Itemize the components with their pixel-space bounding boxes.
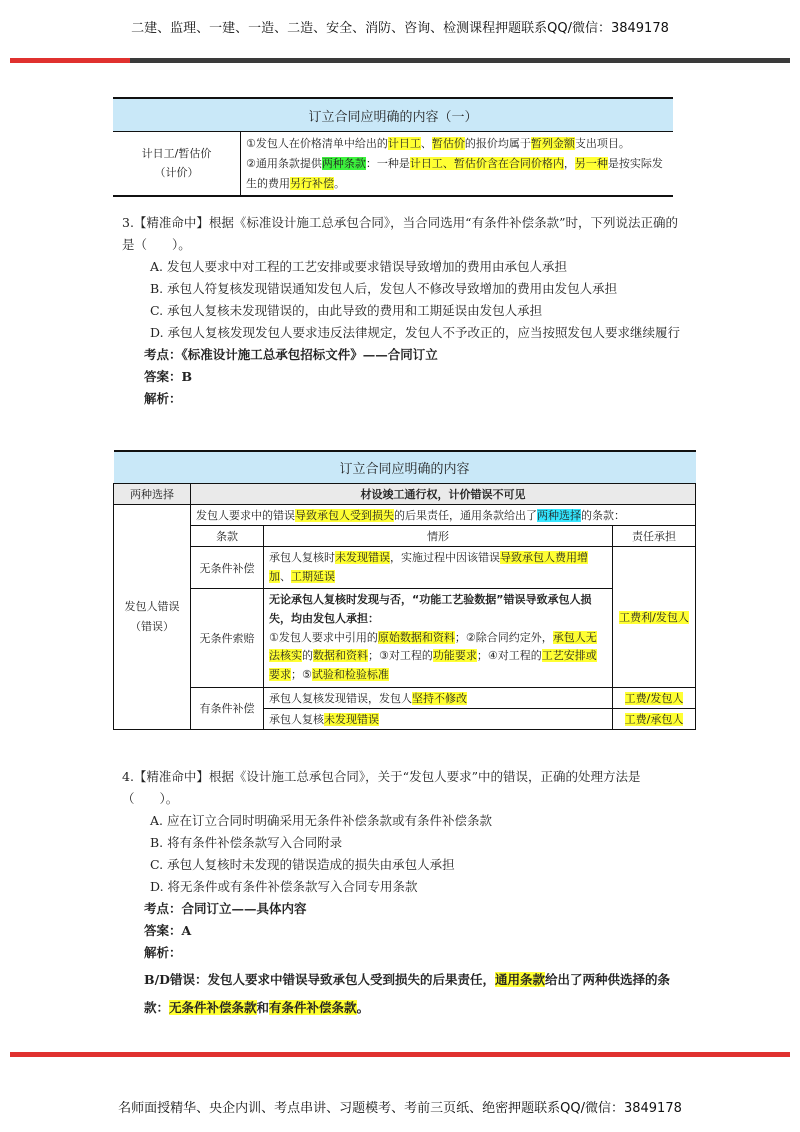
- table2-row3-liability: 工费/发包人: [613, 687, 696, 708]
- question-4: [122, 766, 682, 1022]
- table1-row1: ①发包人在价格清单中给出的计日工、暂估价的报价均属于暂列金额支出项目。: [246, 137, 630, 150]
- q4-answer: 答案：A: [144, 923, 192, 938]
- q4-stem: 4.【精准命中】根据《设计施工总承包合同》，关于“发包人要求”中的错误，正确的处理方法是（ ）。: [122, 769, 641, 806]
- q3-option-b: B. 承包人符复核发现错误通知发包人后，发包人不修改导致增加的费用由发包人承担: [150, 281, 618, 296]
- q3-stem: 3.【精准命中】根据《标准设计施工总承包合同》，当合同选用“有条件补偿条款”时，下列说法正确的是（ ）。: [122, 215, 678, 252]
- q3-analysis: 解析：: [144, 391, 182, 406]
- table1-content: [241, 132, 674, 197]
- table2-col2-header: 材设竣工通行权，计价错误不可见: [191, 484, 696, 505]
- table2-row2-items: ①发包人要求中引用的原始数据和资料；②除合同约定外，承包人无法核实的数据和资料；③对工程的功能要求；④对工程的工艺安排或要求；⑤试验和检验标准: [269, 630, 597, 682]
- table2-header-situation: 情形: [264, 526, 613, 547]
- q3-answer: 答案：B: [144, 369, 193, 384]
- table2-title: 订立合同应明确的内容: [114, 451, 696, 484]
- q3-point: 考点：《标准设计施工总承包招标文件》——合同订立: [144, 347, 438, 362]
- q4-option-d: D. 将无条件或有条件补偿条款写入合同专用条款: [150, 879, 418, 894]
- table2-header-clause: 条款: [191, 526, 264, 547]
- table2-row2-bold: 无论承包人复核时发现与否，“功能工艺验数据”错误导致承包人损失，均由发包人承担：: [269, 593, 592, 626]
- table2-col1-header: 两种选择: [114, 484, 191, 505]
- header-contact-line: 二建、监理、一建、一造、二造、安全、消防、咨询、检测课程押题联系QQ/微信：3849178: [131, 21, 669, 36]
- table2-row1-clause: 无条件补偿: [191, 547, 264, 589]
- contract-content-table-1: [113, 97, 673, 197]
- table2-row4-liability: 工费/承包人: [613, 708, 696, 729]
- table2-row3-clause: 有条件补偿: [191, 687, 264, 729]
- q4-option-b: B. 将有条件补偿条款写入合同附录: [150, 835, 343, 850]
- table2-intro: 发包人要求中的错误导致承包人受到损失的后果责任，通用条款给出了两种选择的条款：: [191, 505, 696, 526]
- table2-row2-situation: [264, 589, 613, 687]
- table1-label-line2: （计价）: [154, 165, 199, 179]
- watermark: ​: [273, 307, 327, 399]
- contract-content-table-2: [113, 450, 696, 730]
- table1-label: [113, 132, 241, 197]
- q4-analysis: 解析：: [144, 945, 182, 960]
- table2-row1-situation: 承包人复核时未发现错误，实施过程中因该错误导致承包人费用增加、工期延误: [264, 547, 613, 589]
- question-3: [122, 212, 682, 410]
- q3-option-a: A. 发包人要求中对工程的工艺安排或要求错误导致增加的费用由承包人承担: [150, 259, 567, 274]
- table2-row4-situation: 承包人复核未发现错误: [264, 708, 613, 729]
- footer-contact-line: 名师面授精华、央企内训、考点串讲、习题模考、考前三页纸、绝密押题联系QQ/微信：3849178: [118, 1101, 682, 1116]
- table2-left-label: [114, 505, 191, 730]
- footer-divider: [10, 1052, 790, 1057]
- table1-title: 订立合同应明确的内容（一）: [113, 98, 673, 132]
- table2-left-label-line2: （错误）: [130, 619, 174, 633]
- table1-label-line1: 计日工/暂估价: [141, 147, 212, 160]
- q4-option-a: A. 应在订立合同时明确采用无条件补偿条款或有条件补偿条款: [150, 813, 492, 828]
- table2-row3-situation: 承包人复核发现错误，发包人坚持不修改: [264, 687, 613, 708]
- table2-row2-clause: 无条件索赔: [191, 589, 264, 687]
- q3-option-d: D. 承包人复核发现发包人要求违反法律规定，发包人不予改正的，应当按照发包人要求继续履行: [150, 325, 681, 340]
- table2-row1-2-liability: 工费利/发包人: [613, 547, 696, 688]
- table2-left-label-line1: 发包人错误: [124, 600, 180, 614]
- q4-explanation: B/D错误：发包人要求中错误导致承包人受到损失的后果责任，通用条款给出了两种供选择的条款：无条件补偿条款和有条件补偿条款。: [144, 972, 671, 1015]
- q4-option-c: C. 承包人复核时未发现的错误造成的损失由承包人承担: [150, 857, 455, 872]
- q3-option-c: C. 承包人复核未发现错误的，由此导致的费用和工期延误由发包人承担: [150, 303, 543, 318]
- table2-header-liability: 责任承担: [613, 526, 696, 547]
- header-divider-accent: [10, 58, 130, 63]
- q4-point: 考点：合同订立——具体内容: [144, 901, 307, 916]
- table1-row2: ②通用条款提供两种条款：一种是计日工、暂估价含在合同价格内，另一种是按实际发生的费用另行补偿。: [246, 156, 663, 190]
